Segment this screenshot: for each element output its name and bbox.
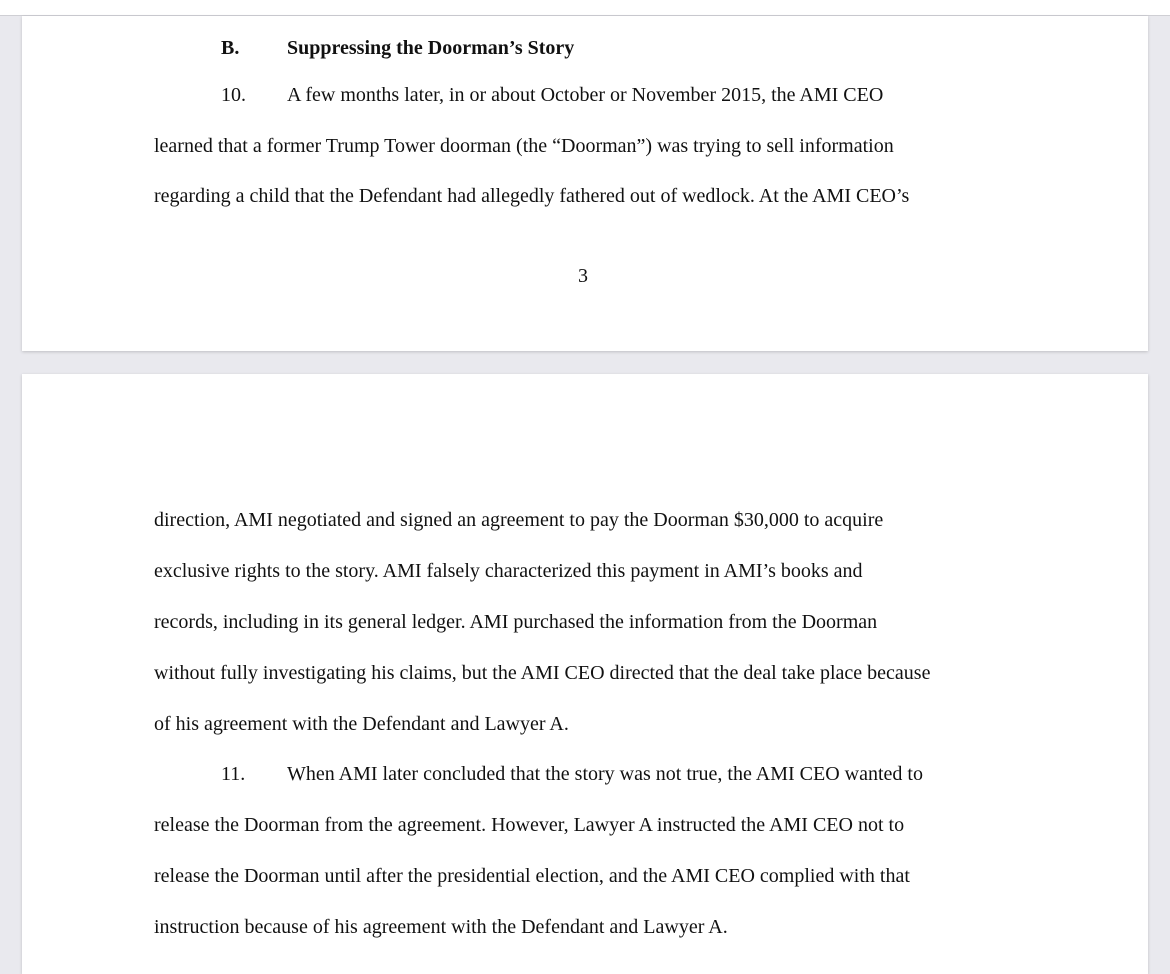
text-line: of his agreement with the Defendant and Lawyer A. [154, 713, 569, 735]
text-line: regarding a child that the Defendant had allegedly fathered out of wedlock. At the AMI CEO’s [154, 185, 910, 207]
document-page-3 [22, 16, 1148, 351]
text-line: direction, AMI negotiated and signed an agreement to pay the Doorman $30,000 to acquire [154, 509, 884, 531]
text-line: exclusive rights to the story. AMI falsely characterized this payment in AMI’s books and [154, 560, 863, 582]
document-page-4 [22, 374, 1148, 974]
text-line: A few months later, in or about October or November 2015, the AMI CEO [287, 84, 884, 106]
text-line: release the Doorman from the agreement. However, Lawyer A instructed the AMI CEO not to [154, 814, 905, 836]
text-line: release the Doorman until after the presidential election, and the AMI CEO complied with that [154, 865, 910, 887]
text-line: learned that a former Trump Tower doorman (the “Doorman”) was trying to sell information [154, 135, 894, 157]
section-letter: B. [221, 37, 240, 59]
text-line: records, including in its general ledger. AMI purchased the information from the Doorman [154, 611, 878, 633]
text-line: instruction because of his agreement with the Defendant and Lawyer A. [154, 916, 728, 938]
paragraph-number: 10. [221, 84, 246, 106]
paragraph-number: 11. [221, 763, 246, 785]
viewer-top-bar [0, 0, 1170, 16]
page-number: 3 [578, 265, 588, 287]
section-heading: Suppressing the Doorman’s Story [287, 37, 575, 59]
text-line: without fully investigating his claims, but the AMI CEO directed that the deal take place because [154, 662, 931, 684]
text-line: When AMI later concluded that the story was not true, the AMI CEO wanted to [287, 763, 923, 785]
